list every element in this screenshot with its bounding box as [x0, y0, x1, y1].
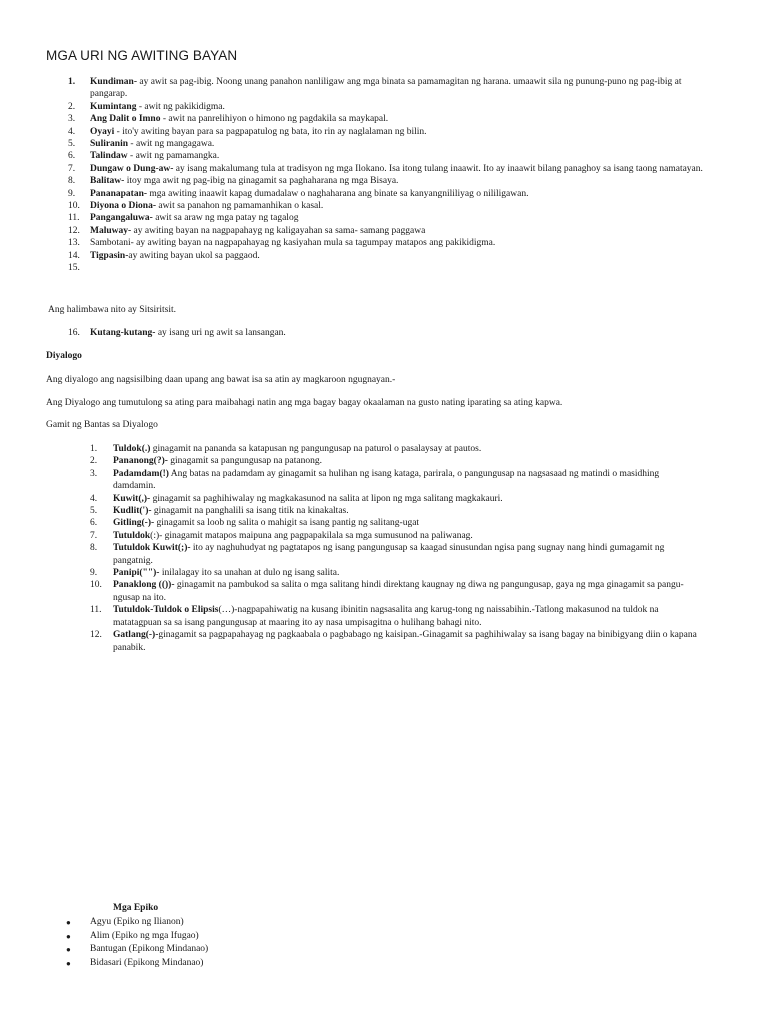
list-item: [0, 327, 768, 339]
item-description: awit sa araw ng mga patay ng tagalog: [152, 213, 299, 224]
item-description: ito ay naghuhudyat ng pagtatapos ng isang pangungusap sa kaagad sinusundan ngisa pang sugnay nang hindi gumagamit ng pangatnig.: [113, 543, 665, 566]
item-description: ginagamit na panghalili sa isang titik na kinakaltas.: [151, 506, 349, 517]
list-item: [0, 76, 768, 101]
list-item: [0, 126, 768, 138]
item-number: 11.: [90, 605, 102, 616]
list-item: [0, 138, 768, 150]
item-term: Maluway-: [90, 225, 132, 236]
list-item: [0, 200, 768, 212]
item-description: ginagamit na pananda sa katapusan ng pangungusap na paturol o pasalaysay at pautos.: [150, 444, 482, 454]
item-term: Diyona o Diona-: [90, 201, 156, 212]
list-item: [0, 468, 768, 493]
item-number: 12.: [90, 630, 102, 641]
item-term: Gitling(-)-: [113, 518, 155, 529]
list-item: [0, 225, 768, 237]
bullet-icon: ●: [66, 958, 71, 968]
item-term: Panipi("")-: [113, 568, 160, 579]
item-number: 6.: [68, 151, 76, 162]
item-description: - awit ng pamamangka.: [127, 151, 220, 162]
item-number: 11.: [68, 213, 80, 224]
item-number: 3.: [68, 114, 76, 125]
item-number: 4.: [68, 126, 76, 137]
item-description: - awit ng mangagawa.: [128, 139, 215, 150]
item-term: Tuldok(.): [113, 444, 151, 454]
list-item: [0, 175, 768, 187]
epics-heading: Mga Epiko: [113, 903, 159, 913]
item-number: 8.: [90, 543, 98, 554]
list-item: [0, 943, 768, 957]
item-term: Tigpasin-: [90, 250, 129, 261]
item-description: ay awiting bayan ukol sa paggaod.: [128, 250, 260, 261]
item-number: 8.: [68, 176, 76, 187]
page-title: MGA URI NG AWITING BAYAN: [46, 48, 238, 63]
list-item: [0, 113, 768, 125]
item-term: Kudlit(')-: [113, 506, 152, 517]
item-term: Tutuldok: [113, 530, 151, 541]
list-item: [0, 212, 768, 224]
item-description: Ang batas na padamdam ay ginagamit sa hulihan ng isang kataga, parirala, o pangungusap na nagsasaad ng matindi o masidhing damdamin.: [113, 468, 660, 492]
item-description: ay isang makalumang tula at tradisyon ng mga Ilokano. Isa itong tulang inaawit. Ito ay inaawit bilang panaghoy sa isang taong namatayan.: [173, 163, 703, 174]
item-description: - ito'y awiting bayan para sa pagpapatulog ng bata, ito rin ay naglalaman ng bilin.: [114, 126, 427, 137]
list-item: [0, 517, 768, 529]
epic-name: Bantugan (Epikong Mindanao): [90, 944, 209, 955]
item-number: 12.: [68, 225, 80, 236]
item-description: - awit ng pakikidigma.: [136, 101, 225, 112]
item-term: Balitaw-: [90, 176, 125, 187]
item-number: 3.: [90, 468, 98, 479]
bullet-icon: ●: [66, 918, 71, 927]
item-description: Sambotani- ay awiting bayan na nagpapahayag ng kasiyahan mula sa tagumpay matapos ang pakikidigma.: [90, 238, 496, 249]
item-description: ginagamit sa pangungusap na patanong.: [167, 456, 322, 467]
item-term: Tutuldok Kuwit(;)-: [113, 543, 191, 554]
item-term: Pangangaluwa-: [90, 213, 153, 224]
item-number: 7.: [90, 530, 98, 541]
paragraph: Ang Diyalogo ang tumutulong sa ating para maibahagi natin ang mga bagay bagay okaalaman na gusto nating iparating sa ating kapwa.: [46, 398, 563, 408]
item-number: 10.: [90, 580, 102, 591]
item-term: Panaklong (())-: [113, 580, 175, 591]
item-description: ginagamit sa pagpapahayag ng pagkaabala o pagbabago ng kaisipan.-Ginagamit sa paghihiwalay sa isang bagay na binibigyang diin o kapana panabik.: [113, 630, 697, 653]
item-term: Dungaw o Dung-aw-: [90, 163, 174, 174]
list-item: [0, 101, 768, 113]
item-description: (…)-nagpapahiwatig na kusang ibinitin nagsasalita ang karug-tong ng naissabihin.-Tatlong makasunod na tuldok na matatagpuan sa sa isang pangungusap at maaring ito ay nasa umpisagitna o hulihang bahagi nito.: [113, 605, 659, 628]
item-description: ay awiting bayan na nagpapahayg ng kaligayahan sa sama- samang paggawa: [131, 225, 426, 236]
item-number: 6.: [90, 518, 98, 529]
list-item: [0, 629, 768, 654]
item-description: ay isang uri ng awit sa lansangan.: [155, 328, 286, 338]
item-number: 1.: [90, 444, 98, 454]
list-item: [0, 957, 768, 971]
epics-list: [0, 916, 768, 970]
item-number: 9.: [68, 188, 76, 199]
item-term: Kutang-kutang-: [90, 328, 156, 338]
list-item: [0, 237, 768, 249]
list-item: [0, 163, 768, 175]
item-number: 7.: [68, 163, 76, 174]
item-description: awit sa panahon ng pamamanhikan o kasal.: [155, 201, 324, 212]
item-description: ginagamit sa paghihiwalay ng magkakasunod na salita at lipon ng mga salitang magkakauri.: [150, 493, 503, 504]
item-number: 4.: [90, 493, 98, 504]
bullet-icon: ●: [66, 931, 71, 941]
list-item: [0, 567, 768, 579]
paragraph: Ang diyalogo ang nagsisilbing daan upang ang bawat isa sa atin ay magkaroon ngugnayan.-: [46, 375, 396, 385]
item-number: 10.: [68, 201, 80, 212]
list-item: [0, 930, 768, 944]
item-number: 1.: [68, 77, 76, 87]
list-item: [0, 250, 768, 262]
list-item: [0, 455, 768, 467]
epic-name: Alim (Epiko ng mga Ifugao): [90, 930, 199, 941]
list-item: [0, 493, 768, 505]
item-number: 13.: [68, 238, 80, 249]
item-term: Pananapatan-: [90, 188, 148, 199]
item-description: ay awit sa pag-ibig. Noong unang panahon nanliligaw ang mga binata sa pamamagitan ng harana. umaawit sila ng punung-puno ng pag-ibig at pangarap.: [90, 77, 682, 100]
list-item: [0, 542, 768, 567]
item-term: Suliranin: [90, 139, 129, 150]
bullet-icon: ●: [66, 945, 71, 955]
epic-name: Agyu (Epiko ng Ilianon): [90, 917, 184, 927]
item-number: 15.: [68, 263, 80, 274]
example-line: Ang halimbawa nito ay Sitsiritsit.: [48, 305, 176, 315]
item-number: 16.: [68, 328, 80, 338]
list-item: [0, 188, 768, 200]
list-item: [0, 579, 768, 604]
item-description: ginagamit sa loob ng salita o mahigit sa isang pantig ng salitang-ugat: [154, 518, 420, 529]
item-number: 9.: [90, 568, 98, 579]
item-term: Gatlang(-)-: [113, 630, 159, 641]
item-number: 2.: [68, 101, 76, 112]
list-item: [0, 604, 768, 629]
item-term: Kundiman-: [90, 77, 137, 87]
song-types-list: [0, 76, 768, 275]
list-item: [0, 150, 768, 162]
section-heading-diyalogo: Diyalogo: [46, 351, 82, 361]
section-heading-gamit: Gamit ng Bantas sa Diyalogo: [46, 420, 158, 430]
item-number: 2.: [90, 456, 98, 467]
item-term: Tutuldok-Tuldok o Elipsis: [113, 605, 219, 616]
item-term: Padamdam(!): [113, 468, 169, 479]
item-term: Talindaw: [90, 151, 128, 162]
epic-name: Bidasari (Epikong Mindanao): [90, 957, 204, 968]
item-number: 5.: [68, 139, 76, 150]
item-term: Kumintang: [90, 101, 137, 112]
list-item: [0, 916, 768, 930]
item-description: itoy mga awit ng pag-ibig na ginagamit sa paghaharana ng mga Bisaya.: [124, 176, 399, 187]
item-description: - awit na panrelihiyon o himono ng pagdakila sa maykapal.: [160, 114, 389, 125]
item-term: Oyayi: [90, 126, 115, 137]
item-description: (:)- ginagamit matapos maipuna ang pagpapakilala sa mga sumusunod na paliwanag.: [150, 530, 473, 541]
item-number: 5.: [90, 506, 98, 517]
list-item: [0, 530, 768, 542]
punctuation-list: [0, 443, 768, 654]
item-term: Pananong(?)-: [113, 456, 168, 467]
item-term: Ang Dalit o Imno: [90, 114, 161, 125]
list-item: [0, 505, 768, 517]
list-item: [0, 443, 768, 455]
item-term: Kuwit(,)-: [113, 493, 151, 504]
item-description: inilalagay ito sa unahan at dulo ng isang salita.: [159, 568, 340, 579]
list-item: [0, 262, 768, 274]
item-description: ginagamit na pambukod sa salita o mga salitang hindi direktang kaugnay ng diwa ng pangungusap, gaya ng mga ginagamit sa pangu-ngusap na ito.: [113, 580, 684, 603]
item-number: 14.: [68, 250, 80, 261]
item-description: mga awiting inaawit kapag dumadalaw o naghaharana ang binate sa kanyangnililiyag o nililigawan.: [147, 188, 529, 199]
